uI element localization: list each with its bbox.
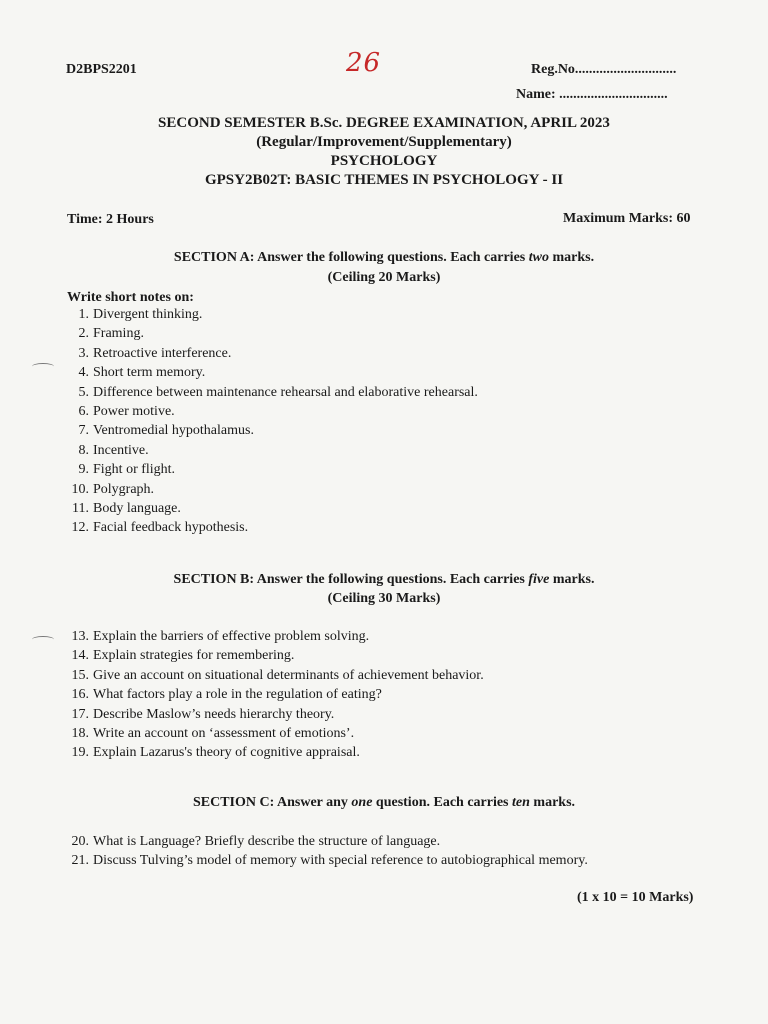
paper-code: D2BPS2201 — [66, 62, 137, 77]
question-item — [67, 832, 588, 851]
section-a-ceiling: (Ceiling 20 Marks) — [327, 270, 441, 285]
question-item — [67, 518, 478, 537]
question-item — [67, 441, 478, 460]
question-item — [67, 480, 478, 499]
question-number: 4. — [78, 365, 89, 381]
question-text: Explain strategies for remembering. — [93, 648, 295, 664]
question-item — [67, 627, 484, 646]
question-number: 13. — [71, 629, 89, 644]
exam-title: SECOND SEMESTER B.Sc. DEGREE EXAMINATION, APRIL 2023 — [158, 115, 610, 131]
question-text: Discuss Tulving’s model of memory with special reference to autobiographical memory. — [93, 853, 588, 869]
question-text: What factors play a role in the regulation of eating? — [93, 687, 382, 703]
question-number: 1. — [78, 307, 89, 322]
section-c-marks-note: (1 x 10 = 10 Marks) — [577, 890, 694, 905]
section-c-heading: SECTION C: Answer any one question. Each carries ten marks. — [192, 795, 576, 810]
question-text: Explain Lazarus's theory of cognitive appraisal. — [93, 745, 360, 761]
max-marks-label: Maximum Marks: 60 — [563, 211, 691, 226]
question-text: Explain the barriers of effective problem solving. — [93, 629, 370, 644]
question-text: Facial feedback hypothesis. — [93, 520, 249, 536]
question-number: 18. — [71, 725, 89, 741]
question-number: 3. — [78, 345, 89, 361]
question-number: 20. — [71, 834, 89, 849]
question-text: Body language. — [93, 500, 181, 516]
reg-no-field: Reg.No............................. — [531, 62, 677, 77]
course-title: GPSY2B02T: BASIC THEMES IN PSYCHOLOGY - II — [204, 172, 564, 188]
question-item — [67, 851, 588, 870]
question-item — [67, 460, 478, 479]
question-item — [67, 363, 478, 382]
question-number: 11. — [72, 500, 89, 516]
question-number: 14. — [71, 648, 89, 664]
section-a-heading: SECTION A: Answer the following questions. Each carries two marks. — [173, 250, 595, 265]
question-text: Incentive. — [93, 442, 149, 458]
question-text: Divergent thinking. — [93, 307, 203, 322]
section-c-questions — [67, 832, 588, 871]
question-text: Write an account on ‘assessment of emotions’. — [93, 725, 355, 741]
question-number: 15. — [71, 667, 89, 683]
handwritten-mark: 26 — [346, 48, 382, 78]
subject-title: PSYCHOLOGY — [330, 153, 438, 169]
name-field: Name: ............................... — [516, 87, 668, 102]
question-number: 19. — [71, 745, 89, 761]
question-item — [67, 421, 478, 440]
question-number: 5. — [78, 384, 89, 400]
question-text: Ventromedial hypothalamus. — [93, 423, 254, 439]
question-number: 9. — [78, 462, 89, 478]
question-item — [67, 499, 478, 518]
question-item — [67, 705, 484, 724]
question-number: 8. — [78, 442, 89, 458]
question-text: Describe Maslow’s needs hierarchy theory. — [93, 706, 335, 722]
question-text: Give an account on situational determinants of achievement behavior. — [93, 667, 484, 683]
question-item — [67, 666, 484, 685]
question-item — [67, 402, 478, 421]
section-b-ceiling: (Ceiling 30 Marks) — [327, 591, 441, 606]
time-label: Time: 2 Hours — [67, 212, 154, 227]
question-number: 21. — [71, 853, 89, 869]
question-item — [67, 324, 478, 343]
question-item — [67, 743, 484, 762]
question-number: 10. — [71, 481, 89, 497]
scan-mark — [32, 363, 54, 370]
section-a-questions — [67, 305, 478, 538]
question-number: 2. — [78, 326, 89, 342]
question-number: 16. — [71, 687, 89, 703]
question-text: Polygraph. — [93, 481, 155, 497]
question-text: Difference between maintenance rehearsal and elaborative rehearsal. — [93, 384, 478, 400]
question-number: 17. — [71, 706, 89, 722]
question-text: Fight or flight. — [93, 462, 176, 478]
question-number: 7. — [78, 423, 89, 439]
section-a-intro: Write short notes on: — [67, 290, 194, 305]
scan-mark — [32, 636, 54, 643]
exam-type: (Regular/Improvement/Supplementary) — [256, 134, 512, 150]
question-number: 12. — [71, 520, 89, 536]
question-item — [67, 383, 478, 402]
question-number: 6. — [78, 403, 89, 419]
question-text: Framing. — [93, 326, 144, 342]
question-item — [67, 724, 484, 743]
question-item — [67, 646, 484, 665]
question-text: Retroactive interference. — [93, 345, 232, 361]
question-item — [67, 685, 484, 704]
section-b-questions — [67, 627, 484, 763]
question-item — [67, 344, 478, 363]
question-text: What is Language? Briefly describe the structure of language. — [93, 834, 441, 849]
question-text: Short term memory. — [93, 365, 206, 381]
question-text: Power motive. — [93, 403, 175, 419]
question-item — [67, 305, 478, 324]
section-b-heading: SECTION B: Answer the following questions. Each carries five marks. — [173, 572, 595, 587]
